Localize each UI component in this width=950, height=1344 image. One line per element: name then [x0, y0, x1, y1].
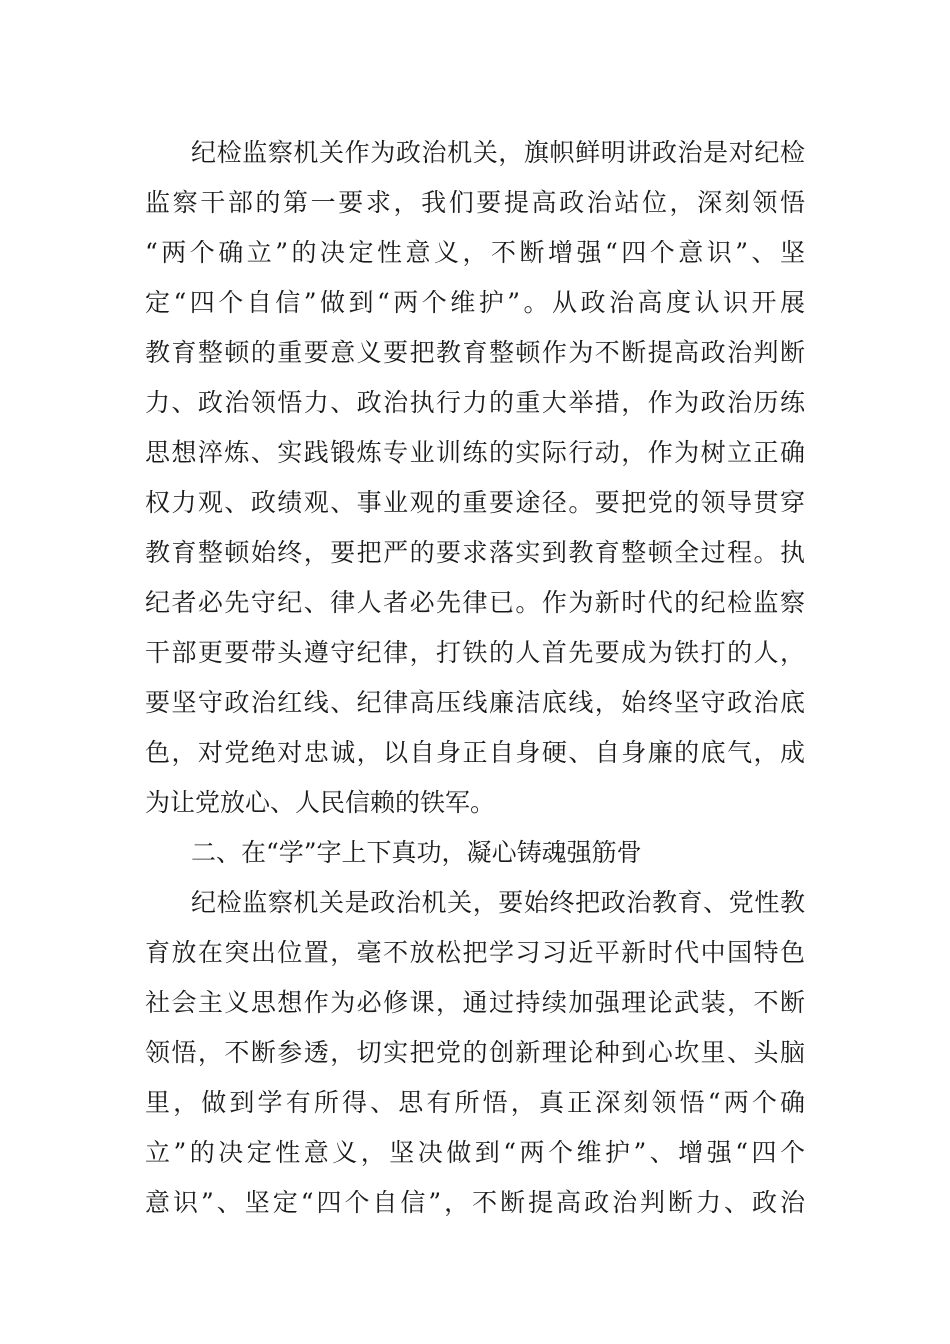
paragraph-2-line-5: 里，做到学有所得、思有所悟，真正深刻领悟“两个确: [145, 1088, 805, 1117]
paragraph-1-line-9: 教育整顿始终，要把严的要求落实到教育整顿全过程。执: [145, 538, 805, 567]
paragraph-1-line-1: 纪检监察机关作为政治机关，旗帜鲜明讲政治是对纪检: [191, 138, 805, 167]
paragraph-1-line-4: 定“四个自信”做到“两个维护”。从政治高度认识开展: [145, 288, 805, 317]
paragraph-1-line-14: 为让党放心、人民信赖的铁军。: [145, 788, 496, 817]
paragraph-2-line-6: 立”的决定性意义，坚决做到“两个维护”、增强“四个: [145, 1138, 805, 1167]
paragraph-2-line-2: 育放在突出位置，毫不放松把学习习近平新时代中国特色: [145, 938, 805, 967]
paragraph-1-line-13: 色，对党绝对忠诚，以自身正自身硬、自身廉的底气，成: [145, 738, 805, 767]
paragraph-2-line-7: 意识”、坚定“四个自信”，不断提高政治判断力、政治: [145, 1188, 805, 1217]
section-heading-2: 二、在“学”字上下真功，凝心铸魂强筋骨: [191, 838, 642, 867]
paragraph-1-line-10: 纪者必先守纪、律人者必先律已。作为新时代的纪检监察: [145, 588, 805, 617]
paragraph-2-line-3: 社会主义思想作为必修课，通过持续加强理论武装，不断: [145, 988, 805, 1017]
paragraph-2-line-1: 纪检监察机关是政治机关，要始终把政治教育、党性教: [191, 888, 805, 917]
paragraph-2-line-4: 领悟，不断参透，切实把党的创新理论种到心坎里、头脑: [145, 1038, 805, 1067]
paragraph-1-line-8: 权力观、政绩观、事业观的重要途径。要把党的领导贯穿: [145, 488, 805, 517]
paragraph-1-line-5: 教育整顿的重要意义要把教育整顿作为不断提高政治判断: [145, 338, 805, 367]
paragraph-1-line-11: 干部更要带头遵守纪律，打铁的人首先要成为铁打的人，: [145, 638, 805, 667]
paragraph-1-line-3: “两个确立”的决定性意义，不断增强“四个意识”、坚: [145, 238, 805, 267]
paragraph-1-line-12: 要坚守政治红线、纪律高压线廉洁底线，始终坚守政治底: [145, 688, 805, 717]
paragraph-1-line-2: 监察干部的第一要求，我们要提高政治站位，深刻领悟: [145, 188, 805, 217]
paragraph-1-line-7: 思想淬炼、实践锻炼专业训练的实际行动，作为树立正确: [145, 438, 805, 467]
paragraph-1-line-6: 力、政治领悟力、政治执行力的重大举措，作为政治历练: [145, 388, 805, 417]
